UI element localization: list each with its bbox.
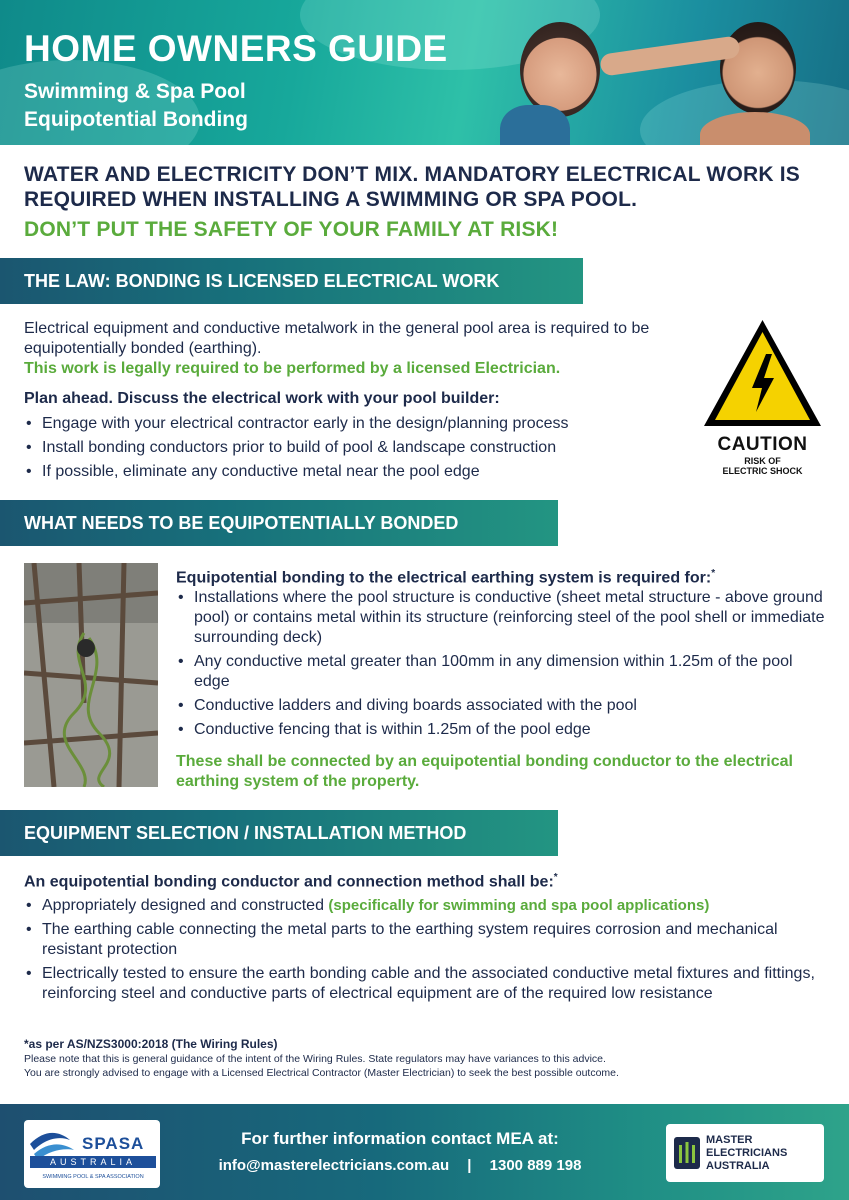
caution-sub-1: RISK OF [744, 456, 781, 466]
what-intro-text: Equipotential bonding to the electrical earthing system is required for: [176, 569, 712, 587]
subtitle-line-2: Equipotential Bonding [24, 108, 248, 131]
what-asterisk: * [711, 568, 716, 579]
equipment-asterisk: * [553, 872, 558, 883]
mea-logo [666, 1124, 824, 1182]
list-item: • Engage with your electrical contractor early in the design/planning process [24, 414, 704, 434]
contact-email[interactable]: info@masterelectricians.com.au [218, 1157, 450, 1174]
plan-heading: Plan ahead. Discuss the electrical work with your pool builder: [24, 390, 500, 407]
list-item: • The earthing cable connecting the metal parts to the earthing system requires corrosion and mechanical resistant protection [24, 920, 824, 960]
law-bullet-list [24, 414, 704, 486]
contact-phone[interactable]: 1300 889 198 [489, 1157, 582, 1174]
mea-line-3: AUSTRALIA [706, 1160, 770, 1172]
list-item: • Conductive ladders and diving boards associated with the pool [176, 696, 826, 716]
list-item: • Install bonding conductors prior to build of pool & landscape construction [24, 438, 704, 458]
footer-contact [185, 1129, 615, 1174]
law-text: Electrical equipment and conductive metalwork in the general pool area is required to be equipotentially bonded (earthing). [24, 320, 650, 357]
section-what-heading: WHAT NEEDS TO BE EQUIPOTENTIALLY BONDED [0, 500, 558, 546]
rebar-bonding-photo [24, 563, 158, 787]
list-item: • Any conductive metal greater than 100mm in any dimension within 1.25m of the pool edge [176, 652, 826, 692]
page-title: HOME OWNERS GUIDE [24, 28, 448, 69]
what-conclusion: These shall be connected by an equipotential bonding conductor to the electrical earthing system of the property. [176, 753, 793, 790]
mea-line-2: ELECTRICIANS [706, 1147, 788, 1159]
note-line-1: Please note that this is general guidance of the intent of the Wiring Rules. State regulators may have variances to this advice. [24, 1053, 606, 1065]
intro-warning: DON’T PUT THE SAFETY OF YOUR FAMILY AT RISK! [24, 218, 559, 241]
rebar-photo-illustration [24, 563, 158, 787]
section-law-heading: THE LAW: BONDING IS LICENSED ELECTRICAL WORK [0, 258, 583, 304]
page-subtitle [24, 78, 248, 134]
list-item: • If possible, eliminate any conductive metal near the pool edge [24, 462, 704, 482]
child-swimmer-right [720, 22, 796, 114]
list-item: • Electrically tested to ensure the earth bonding cable and the associated conductive metal fixtures and fittings, reinforcing steel and conductive parts of electrical equipment are of the required low resistance [24, 964, 824, 1004]
footnotes [24, 1037, 824, 1080]
hero-banner [0, 0, 849, 145]
list-item [24, 896, 824, 916]
reference-note: *as per AS/NZS3000:2018 (The Wiring Rules) [24, 1037, 278, 1051]
caution-sub-2: ELECTRIC SHOCK [722, 466, 803, 476]
spasa-country: AUSTRALIA [49, 1157, 136, 1167]
caution-triangle-icon [700, 316, 825, 431]
list-item: • Conductive fencing that is within 1.25m of the pool edge [176, 720, 826, 740]
mea-logo-icon [674, 1137, 700, 1169]
mea-name [706, 1134, 787, 1173]
equipment-intro-text: An equipotential bonding conductor and connection method shall be: [24, 873, 554, 891]
spasa-logo [24, 1120, 160, 1188]
bullet1-text: Appropriately designed and constructed [42, 897, 324, 914]
list-item: • Installations where the pool structure is conductive (sheet metal structure - above ground pool) or contains metal within its structure (reinforcing steel of the pool shell or immediate surrounding deck) [176, 588, 826, 648]
subtitle-line-1: Swimming & Spa Pool [24, 80, 246, 103]
intro-headline: WATER AND ELECTRICITY DON’T MIX. MANDATORY ELECTRICAL WORK IS REQUIRED WHEN INSTALLING A SWIMMING OR SPA POOL. [24, 163, 800, 211]
mea-line-1: MASTER [706, 1134, 753, 1146]
what-bullet-list [176, 588, 826, 744]
bullet1-green-text: (specifically for swimming and spa pool applications) [328, 897, 710, 914]
child-swimmer-left [520, 22, 600, 117]
law-paragraph [24, 319, 684, 379]
what-intro [176, 564, 826, 588]
contact-heading: For further information contact MEA at: [241, 1129, 559, 1148]
equipment-bullet-list [24, 896, 824, 1008]
note-line-2: You are strongly advised to engage with a Licensed Electrical Contractor (Master Electrician) to seek the best possible outcome. [24, 1067, 619, 1079]
equipment-intro [24, 868, 824, 892]
spasa-name: SPASA [82, 1134, 145, 1153]
spasa-tagline: SWIMMING POOL & SPA ASSOCIATION [42, 1174, 144, 1180]
caution-title: CAUTION [717, 434, 808, 455]
section-equipment-heading: EQUIPMENT SELECTION / INSTALLATION METHOD [0, 810, 558, 856]
law-text-green: This work is legally required to be performed by a licensed Electrician. [24, 360, 561, 377]
contact-separator: | [467, 1157, 472, 1174]
caution-sign [700, 316, 825, 476]
